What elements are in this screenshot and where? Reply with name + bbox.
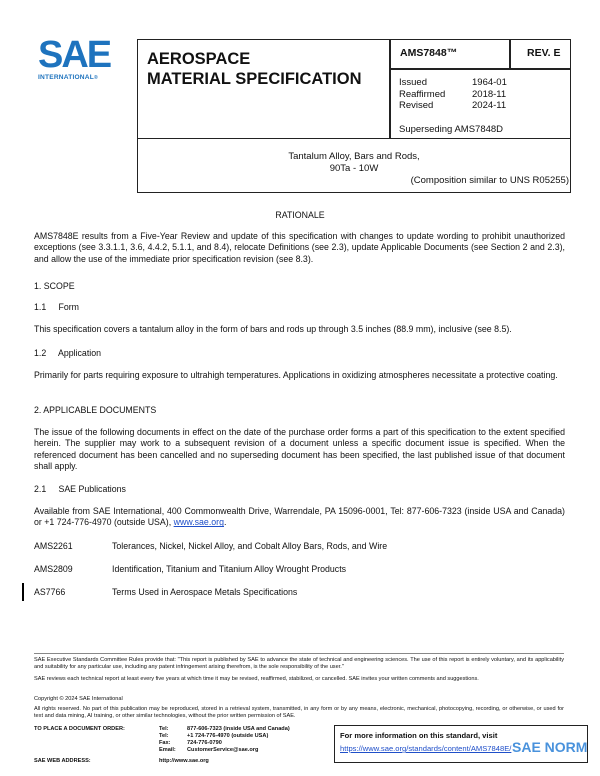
doc-title-ams2809: Identification, Titanium and Titanium Alloy Wrought Products xyxy=(112,564,347,574)
section-1-heading: 1. SCOPE xyxy=(34,281,75,291)
section-1-1-heading: 1.1 Form xyxy=(34,302,79,312)
doc-title-ams2261: Tolerances, Nickel, Nickel Alloy, and Cobalt Alloy Bars, Rods, and Wire xyxy=(112,541,388,551)
revision-label: REV. E xyxy=(510,39,571,69)
footer-rights-text: All rights reserved. No part of this publication may be reproduced, stored in a retrieval system, transmitted, in any form or by any means, electronic, mechanical, photocopying, recording, or otherwise, or used for text and data mining, AI training, or other similar technologies, without the prior written permission of SAE. xyxy=(34,706,564,719)
doc-number: AMS7848™ xyxy=(390,39,510,69)
section-1-2-text: Primarily for parts requiring exposure to ultrahigh temperatures. Applications in oxidizing atmospheres necessitate a protective coating. xyxy=(34,370,558,380)
section-2-1-heading: 2.1 SAE Publications xyxy=(34,484,126,494)
date-value-issued: 1964-01 xyxy=(472,77,507,88)
change-bar xyxy=(22,583,24,601)
doc-id-ams2809: AMS2809 xyxy=(34,564,73,574)
section-2-1-text: Available from SAE International, 400 Commonwealth Drive, Warrendale, PA 15096-0001, Tel: 877-606-7323 (inside USA and Canada) or +1 724-776-4970 (outside USA), www.sae.org. xyxy=(34,506,565,528)
spec-title-line-3: (Composition similar to UNS R05255) xyxy=(410,175,569,186)
doc-id-ams2261: AMS2261 xyxy=(34,541,73,551)
contact-value-tel-1: 877-606-7323 (inside USA and Canada) xyxy=(187,726,290,732)
date-value-revised: 2024-11 xyxy=(472,100,507,111)
date-label-issued: Issued xyxy=(399,77,427,88)
web-label: SAE WEB ADDRESS: xyxy=(34,758,91,764)
contact-value-email[interactable]: CustomerService@sae.org xyxy=(187,747,259,753)
logo-subtext: INTERNATIONAL® xyxy=(38,74,98,81)
rationale-heading: RATIONALE xyxy=(275,210,325,220)
title-line-2: MATERIAL SPECIFICATION xyxy=(147,70,362,88)
section-2-heading: 2. APPLICABLE DOCUMENTS xyxy=(34,405,157,415)
watermark-logo: SAE NORM xyxy=(512,739,588,755)
contact-label-email: Email: xyxy=(159,747,176,753)
doc-id-as7766: AS7766 xyxy=(34,587,66,597)
more-info-title: For more information on this standard, visit xyxy=(340,731,498,740)
spec-title-line-2: 90Ta - 10W xyxy=(329,163,379,174)
section-1-2-heading: 1.2 Application xyxy=(34,348,101,358)
web-address[interactable]: http://www.sae.org xyxy=(159,758,209,764)
sae-logo xyxy=(38,36,126,86)
more-info-link[interactable]: https://www.sae.org/standards/content/AMS7848E/ xyxy=(340,744,512,753)
date-label-revised: Revised xyxy=(399,100,434,111)
sae-website-link[interactable]: www.sae.org xyxy=(173,517,224,528)
footer-review-text: SAE reviews each technical report at least every five years at which time it may be revised, reaffirmed, stabilized, or cancelled. SAE invites your written comments and suggestions. xyxy=(34,676,479,682)
order-label: TO PLACE A DOCUMENT ORDER: xyxy=(34,726,125,732)
doc-title-as7766: Terms Used in Aerospace Metals Specifications xyxy=(112,587,298,597)
contact-value-fax: 724-776-0790 xyxy=(187,740,222,746)
date-value-reaffirmed: 2018-11 xyxy=(472,88,507,100)
section-2-text: The issue of the following documents in effect on the date of the purchase order forms a part of this specification to the extent specified herein. The supplier may work to a subsequent revision of a document unless a specific document issue is specified. When the referenced document has been cancelled and no superseding document has been specified, the last published issue of that document shall apply. xyxy=(34,427,565,472)
contact-label-tel-1: Tel: xyxy=(159,726,169,732)
contact-label-fax: Fax: xyxy=(159,740,171,746)
footer-divider xyxy=(34,653,564,654)
contact-value-tel-2: +1 724-776-4970 (outside USA) xyxy=(187,733,269,739)
footer-rules-text: SAE Executive Standards Committee Rules provide that: "This report is published by SAE to advance the state of technical and engineering sciences. The use of this report is entirely voluntary, and its applicability and suitability for any particular use, including any patent infringement arising therefrom, is the sole responsibility of the user." xyxy=(34,657,564,670)
document-type-title xyxy=(147,49,362,89)
footer-copyright: Copyright © 2024 SAE International xyxy=(34,696,123,702)
superseding-note: Superseding AMS7848D xyxy=(399,124,504,135)
spec-title-line-1: Tantalum Alloy, Bars and Rods, xyxy=(288,151,420,162)
contact-label-tel-2: Tel: xyxy=(159,733,169,739)
title-line-1: AEROSPACE xyxy=(147,50,251,68)
rationale-text: AMS7848E results from a Five-Year Review and update of this specification with changes to update wording to prohibit unauthorized exceptions (see 3.3.1.1, 3.6, 4.4.2, 5.1.1, and 8.4), relocate Definitions (see 2.3), update Applicable Documents (see Section 2 and 2.3), and allow the use of the immediate prior specification revision (see 8.3). xyxy=(34,231,565,264)
section-1-1-text: This specification covers a tantalum alloy in the form of bars and rods up through 3.5 inches (88.9 mm), inclusive (see 8.5). xyxy=(34,324,512,334)
date-label-reaffirmed: Reaffirmed xyxy=(399,88,446,100)
logo-text: SAE xyxy=(38,34,111,76)
